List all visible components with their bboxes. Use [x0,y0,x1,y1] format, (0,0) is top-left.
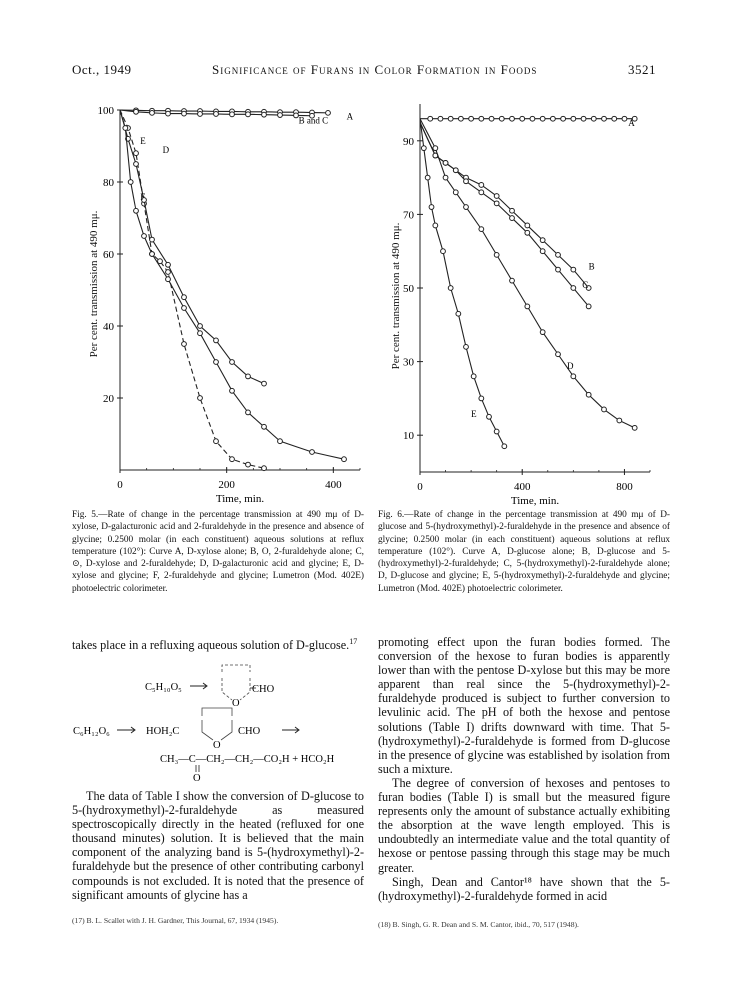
data-point-D [525,304,530,309]
figure-5-ylabel: Per cent. transmission at 490 mμ. [88,210,100,358]
data-point-A [448,116,453,121]
y-tick-label: 70 [403,209,414,222]
data-point-D [540,330,545,335]
data-point-B [278,113,283,118]
data-point-E [182,295,187,300]
data-point-D [182,342,187,347]
data-point-C [525,230,530,235]
data-point-D [617,418,622,423]
data-point-A [622,116,627,121]
data-point-F [123,126,128,131]
data-point-E [230,360,235,365]
data-point-A [510,116,515,121]
data-point-B [150,110,155,115]
series-line-E [420,119,504,447]
data-point-D [479,227,484,232]
data-point-B [494,194,499,199]
data-point-C [540,249,545,254]
x-tick-label: 0 [417,481,423,493]
x-tick-label: 200 [218,479,235,491]
data-point-F [310,450,315,455]
data-point-E [198,324,203,329]
x-axis-label: Time, min. [215,493,265,505]
svg-text:O: O [232,698,240,709]
y-tick-label: 40 [103,321,114,333]
data-point-A [540,116,545,121]
series-line-D [120,110,264,468]
left-column-top-text [72,635,364,652]
data-point-E [487,414,492,419]
data-point-D [166,270,171,275]
curve-label-A: A [628,118,635,129]
data-point-D [230,457,235,462]
data-point-A [602,116,607,121]
data-point-E [479,396,484,401]
curve-label-E: E [140,136,146,147]
furan-ring-1 [222,665,250,700]
data-point-D [453,190,458,195]
data-point-B [214,112,219,117]
data-point-B [246,112,251,117]
data-point-C [510,216,515,221]
curve-label-A: A [346,111,354,122]
footnote-18: (18) B. Singh, G. R. Dean and S. M. Cantor, ibid., 70, 517 (1948). [378,920,579,929]
data-point-E [246,374,251,379]
y-tick-label: 100 [97,105,114,117]
data-point-D [556,352,561,357]
data-point-D [262,466,267,471]
figure-6-caption-text: Fig. 6.—Rate of change in the percentage transmission at 490 mμ of D-glucose and 5-(hydroxymethyl)-2-furaldehyde in the presence and absence of glycine; 0.2500 molar (in each constituent) aqueous solutions at reflux temperature (102°). Curve A, D-glucose alone; B, D-glucose and 5-(hydroxymethyl)-2-furaldehyde; C, 5-(hydroxymethyl)-2-furaldehyde alone; D, D-glucose and glycine; E, 5-(hydroxymethyl)-2-furaldehyde and glycine; Lumetron (Mod. 402E) photoelectric colorimeter. [378,510,670,594]
data-point-E [502,444,507,449]
footnote-ref-17: 17 [349,637,358,646]
data-point-E [429,205,434,210]
data-point-D [433,146,438,151]
data-point-B [525,223,530,228]
data-point-C [586,304,591,309]
chem-pentose: C₅H₁₀O₅ [145,682,182,693]
curve-label-BC: B and C [298,115,329,126]
figure-5-caption [72,509,364,595]
curve-label-D: D [162,145,170,156]
data-point-C [443,160,448,165]
data-point-A [591,116,596,121]
y-tick-label: 90 [403,135,414,148]
data-point-B [510,208,515,213]
data-point-C [479,190,484,195]
data-point-A [550,116,555,121]
curve-label-B: B [588,261,595,272]
data-point-E [441,249,446,254]
data-point-D [198,396,203,401]
y-tick-label: 20 [103,393,114,405]
data-point-B [571,267,576,272]
data-point-B [556,252,561,257]
data-point-A [520,116,525,121]
data-point-A [581,116,586,121]
figure-5-chart [80,100,354,510]
x-axis-label: Time, min. [510,495,560,507]
data-point-F [142,234,147,239]
chem-hmf-left: HOH₂C [146,726,180,737]
data-point-E [471,374,476,379]
data-point-D [134,151,139,156]
curve-label-E: E [471,408,477,419]
chemical-scheme [72,662,364,782]
curve-label-D: D [566,360,574,371]
data-point-D [510,278,515,283]
data-point-A [612,116,617,121]
running-header-title: Significance of Furans in Color Formation in Foods [212,62,538,77]
data-point-E [425,175,430,180]
y-tick-label: 80 [103,177,114,189]
right-paragraph-3: Singh, Dean and Cantor¹⁸ have shown that the 5-(hydroxymethyl)-2-furaldehyde formed in acid [378,874,670,903]
data-point-D [158,259,163,264]
x-tick-label: 800 [616,481,633,493]
data-point-F [182,306,187,311]
chem-hexose: C₆H₁₂O₆ [73,726,110,737]
x-tick-label: 400 [325,479,342,491]
data-point-E [494,429,499,434]
data-point-D [602,407,607,412]
data-point-C [571,286,576,291]
data-point-D [214,439,219,444]
data-point-F [230,388,235,393]
chem-furaldehyde: CHO [252,684,275,695]
data-point-D [464,205,469,210]
data-point-F [198,331,203,336]
figure-6-ylabel: Per cent. transmission at 490 mμ. [390,222,402,370]
figure-6-plot-area [403,104,650,507]
x-tick-label: 0 [117,479,123,491]
data-point-E [134,162,139,167]
chem-carbonyl-o: O [193,773,201,784]
data-point-F [262,424,267,429]
data-point-A [499,116,504,121]
y-tick-label: 60 [103,249,114,261]
data-point-D [586,392,591,397]
data-point-D [632,425,637,430]
data-point-E [421,146,426,151]
data-point-A [458,116,463,121]
data-point-A [561,116,566,121]
data-point-A [530,116,535,121]
data-point-E [456,311,461,316]
x-tick-label: 400 [513,481,531,493]
running-header-date: Oct., 1949 [72,62,132,77]
data-point-B [182,111,187,116]
series-line-C [420,122,589,306]
y-tick-label: 10 [403,430,414,443]
data-point-D [494,252,499,257]
page-number: 3521 [628,62,656,77]
data-point-E [166,262,171,267]
data-point-F [134,208,139,213]
left-paragraph-text: The data of Table I show the conversion of D-glucose to 5-(hydroxymethyl)-2-furaldehyde as measured spectroscopically directly in the heated (refluxed for one thousand minutes) solution. It is believed that the main component of the analyzing band is 5-(hydroxymethyl)-2-furaldehyde but the presence of other contributing carbonyl compounds is not excluded. It is noted that the presence of significant amounts of glycine has a [72,789,364,902]
left-column-paragraph [72,789,364,902]
data-point-B [262,112,267,117]
data-point-B [540,238,545,243]
data-point-F [128,180,133,185]
data-point-B [134,109,139,114]
series-line-E [120,110,264,384]
data-point-A [469,116,474,121]
data-point-D [571,374,576,379]
figure-5-plot-area [98,105,361,505]
data-point-E [214,338,219,343]
chem-levulinic: CH₃—C—CH₂—CH₂—CO₂H + HCO₂H [160,754,335,765]
data-point-C [453,168,458,173]
figure-6-caption [378,509,670,595]
footnote-17: (17) B. L. Scallet with J. H. Gardner, This Journal, 67, 1934 (1945). [72,916,279,925]
data-point-E [433,223,438,228]
curve-label-C: C [582,280,589,290]
data-point-A [428,116,433,121]
data-point-F [166,277,171,282]
chem-hmf-right: CHO [238,726,261,737]
series-line-F [120,110,344,459]
left-top-text: takes place in a refluxing aqueous solution of D-glucose. [72,638,350,653]
right-paragraph-2: The degree of conversion of hexoses and pentoses to furan bodies (Table I) is small but the measured figure represents only the amount of substance actually exhibiting the absorption at the wave length employed. This is undoubtedly an intermediate value and the total quantity of hexose or pentose passing through this stage may be much greater. [378,775,670,875]
right-paragraph-1: promoting effect upon the furan bodies formed. The conversion of the hexose to furan bodies is apparently lower than with the pentose D-xylose but this may be more apparent than real since the 5-(hydroxymethyl)-2-furaldehyde produced is subject to further conversion to levulinic acid. The pH of both the hexose and pentose solutions (Table I) drifts downward with time. That 5-(hydroxymethyl)-2-furaldehyde is formed from D-glucose in the presence of glycine was established by isolation from such a mixture. [378,635,670,776]
data-point-C [464,179,469,184]
curve-label-F: F [140,192,146,202]
data-point-B [166,111,171,116]
data-point-A [489,116,494,121]
figure-5-caption-text: Fig. 5.—Rate of change in the percentage transmission at 490 mμ of D-xylose, D-galacturonic acid and 2-furaldehyde in the presence and absence of glycine; 0.2500 molar (in each constituent) aqueous solutions at reflux temperature (102°): Curve A, D-xylose alone; B, O, 2-furaldehyde alone; C, ⊙, D-xylose and 2-furaldehyde; D, D-galacturonic acid and glycine; E, D-xylose and glycine; F, 2-furaldehyde and glycine; Lumetron (Mod. 402E) photoelectric colorimeter. [72,510,364,594]
furan-ring-2 [202,708,232,740]
data-point-D [246,462,251,467]
data-point-C [494,201,499,206]
data-point-F [342,457,347,462]
figure-6-chart [388,96,648,506]
data-point-F [246,410,251,415]
data-point-E [262,381,267,386]
data-point-F [150,252,155,257]
series-line-D [420,119,635,428]
data-point-A [571,116,576,121]
y-tick-label: 50 [403,283,414,295]
data-point-F [214,360,219,365]
data-point-B [479,183,484,188]
data-point-E [448,286,453,291]
data-point-C [556,267,561,272]
data-point-A [438,116,443,121]
data-point-D [443,175,448,180]
y-tick-label: 30 [403,356,414,369]
svg-text:O: O [213,740,221,751]
data-point-A [479,116,484,121]
data-point-E [464,344,469,349]
data-point-F [278,439,283,444]
data-point-B [230,112,235,117]
data-point-B [198,112,203,117]
right-column-text [378,635,670,903]
data-point-E [150,237,155,242]
